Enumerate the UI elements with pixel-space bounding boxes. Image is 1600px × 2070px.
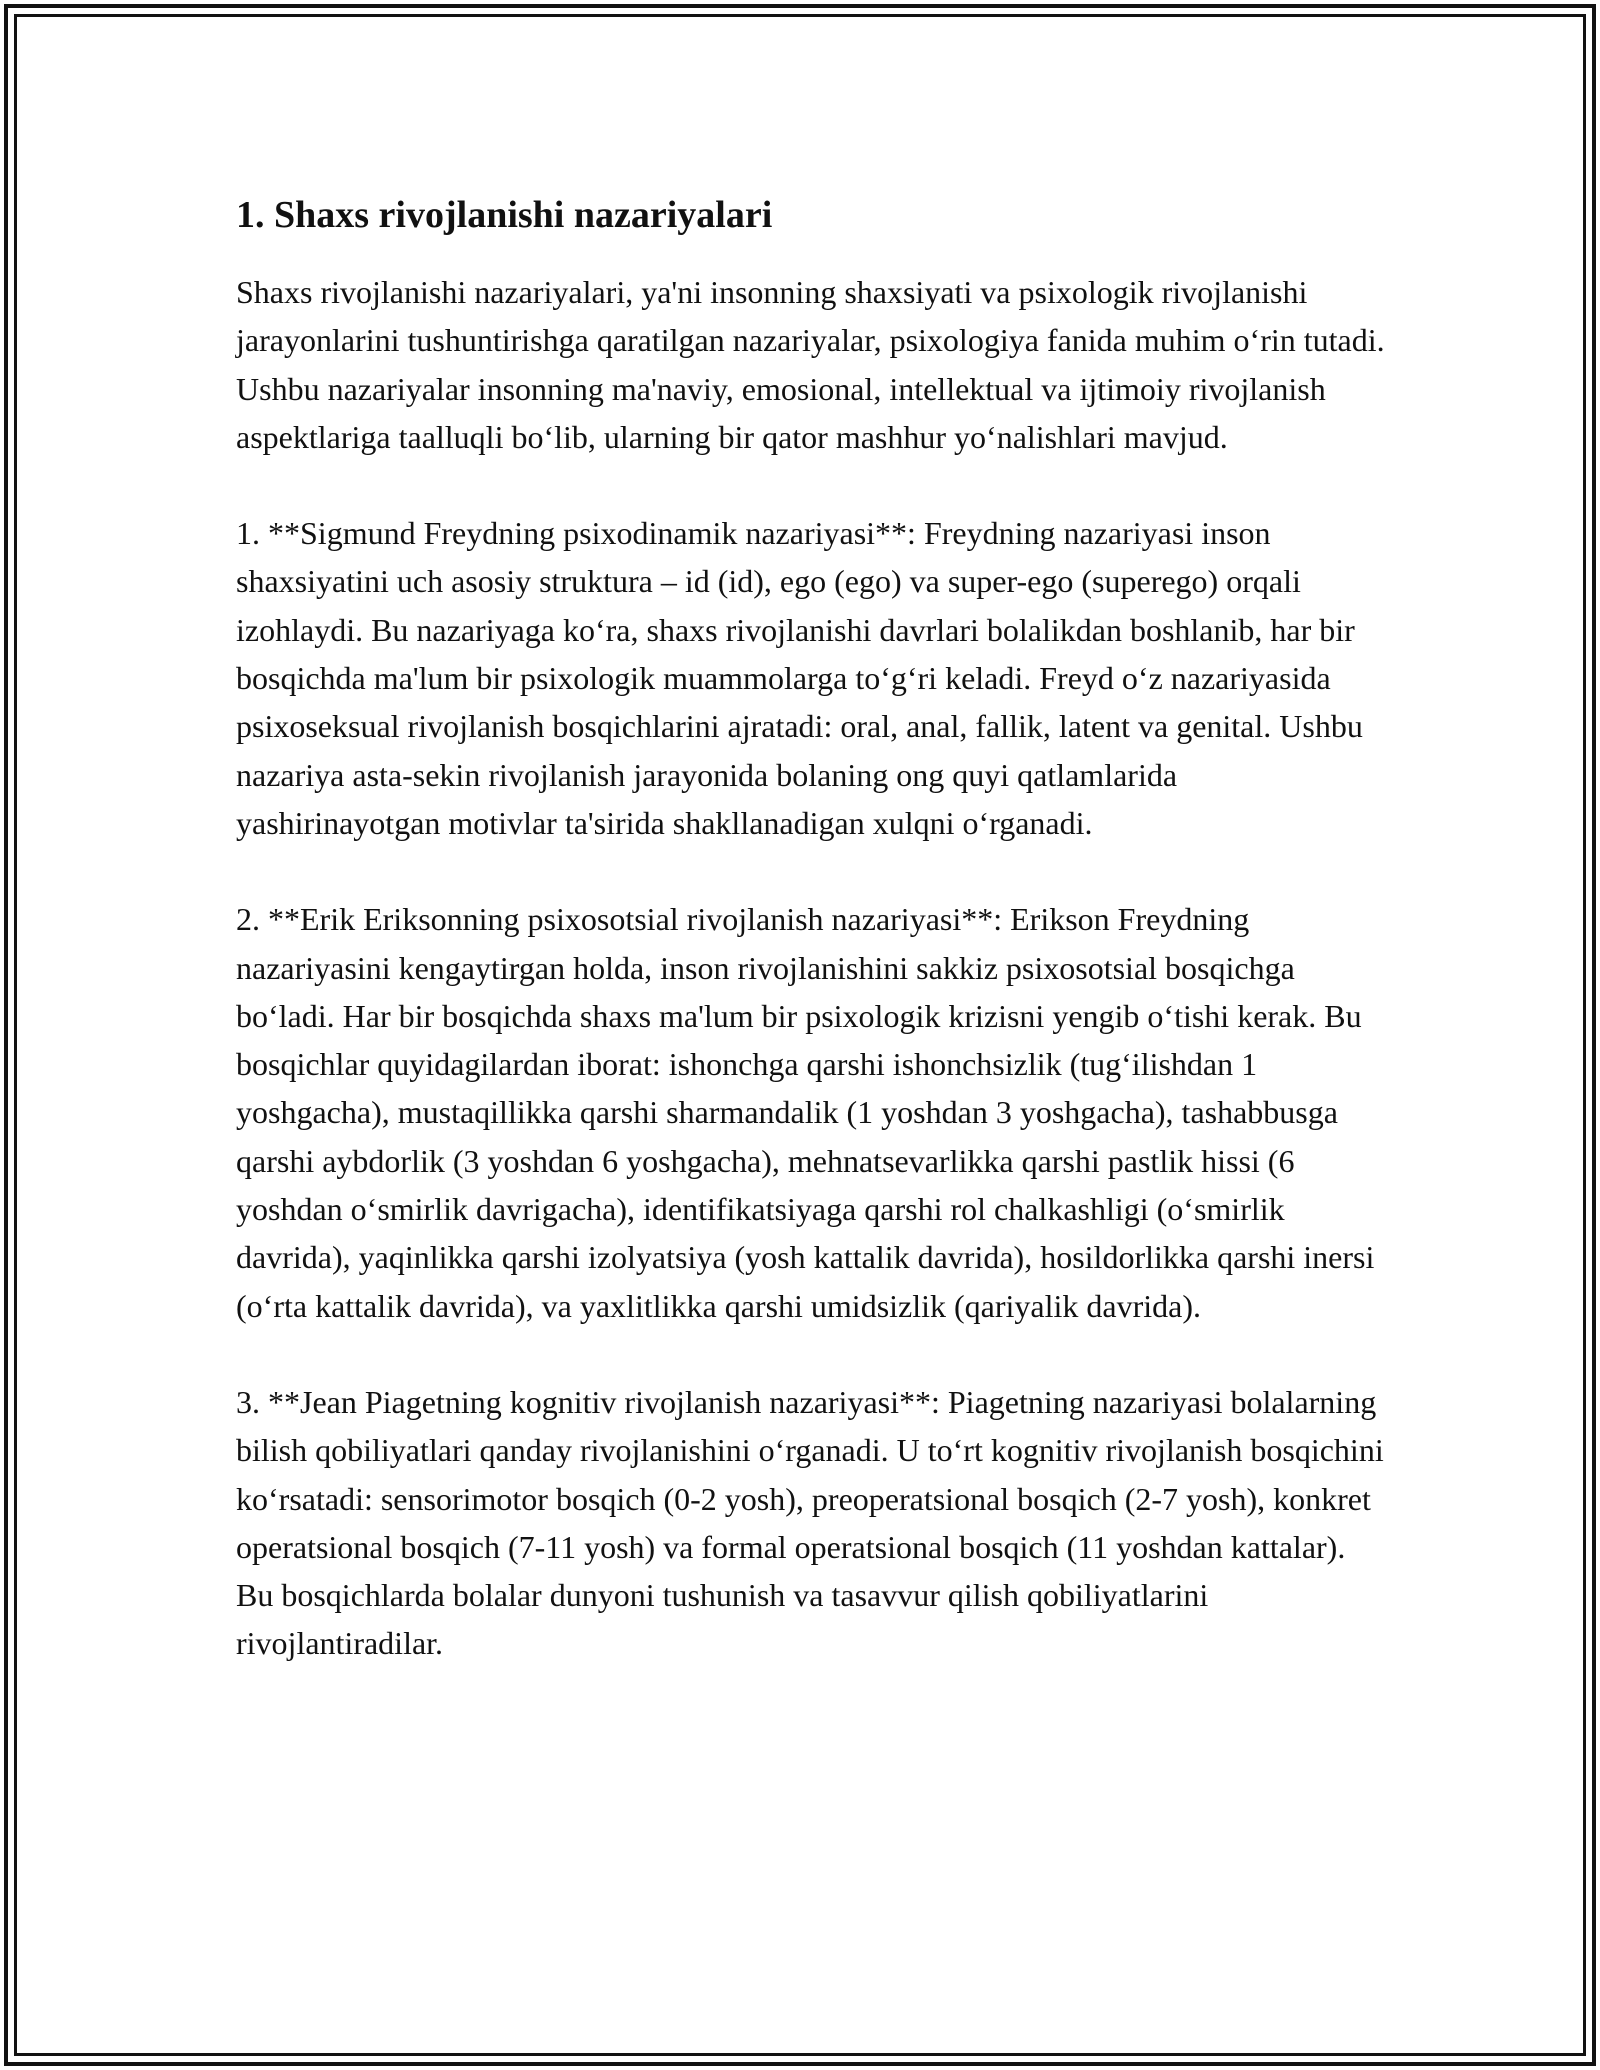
freud-theory-paragraph: 1. **Sigmund Freydning psixodinamik nazariyasi**: Freydning nazariyasi inson shaxsiyatini uch asosiy struktura – id (id), ego (ego) va super-ego (superego) orqali izohlaydi. Bu nazariyaga ko‘ra, shaxs rivojlanishi davrlari bolalikdan boshlanib, har bir bosqichda ma'lum bir psixologik muammolarga to‘g‘ri keladi. Freyd o‘z nazariyasida psixoseksual rivojlanish bosqichlarini ajratadi: oral, anal, fallik, latent va genital. Ushbu nazariya asta-sekin rivojlanish jarayonida bolaning ong quyi qatlamlarida yashirinayotgan motivlar ta'sirida shakllanadigan xulqni o‘rganadi. [236,515,1363,841]
intro-paragraph: Shaxs rivojlanishi nazariyalari, ya'ni insonning shaxsiyati va psixologik rivojlanishi jarayonlarini tushuntirishga qaratilgan nazariyalar, psixologiya fanida muhim o‘rin tutadi. Ushbu nazariyalar insonning ma'naviy, emosional, intellektual va ijtimoiy rivojlanish aspektlariga taalluqli bo‘lib, ularning bir qator mashhur yo‘nalishlari mavjud. [236,274,1385,455]
document-title: 1. Shaxs rivojlanishi nazariyalari [236,194,773,236]
document-body [236,188,1386,1668]
piaget-theory-paragraph: 3. **Jean Piagetning kognitiv rivojlanish nazariyasi**: Piagetning nazariyasi bolalarning bilish qobiliyatlari qanday rivojlanishini o‘rganadi. U to‘rt kognitiv rivojlanish bosqichini ko‘rsatadi: sensorimotor bosqich (0-2 yosh), preoperatsional bosqich (2-7 yosh), konkret operatsional bosqich (7-11 yosh) va formal operatsional bosqich (11 yoshdan kattalar). Bu bosqichlarda bolalar dunyoni tushunish va tasavvur qilish qobiliyatlarini rivojlantiradilar. [236,1383,1384,1662]
erikson-theory-paragraph: 2. **Erik Eriksonning psixosotsial rivojlanish nazariyasi**: Erikson Freydning nazariyasini kengaytirgan holda, inson rivojlanishini sakkiz psixosotsial bosqichga bo‘ladi. Har bir bosqichda shaxs ma'lum bir psixologik krizisni yengib o‘tishi kerak. Bu bosqichlar quyidagilardan iborat: ishonchga qarshi ishonchsizlik (tug‘ilishdan 1 yoshgacha), mustaqillikka qarshi sharmandalik (1 yoshdan 3 yoshgacha), tashabbusga qarshi aybdorlik (3 yoshdan 6 yoshgacha), mehnatsevarlikka qarshi pastlik hissi (6 yoshdan o‘smirlik davrigacha), identifikatsiyaga qarshi rol chalkashligi (o‘smirlik davrida), yaqinlikka qarshi izolyatsiya (yosh kattalik davrida), hosildorlikka qarshi inersi (o‘rta kattalik davrida), va yaxlitlikka qarshi umidsizlik (qariyalik davrida). [236,901,1375,1324]
